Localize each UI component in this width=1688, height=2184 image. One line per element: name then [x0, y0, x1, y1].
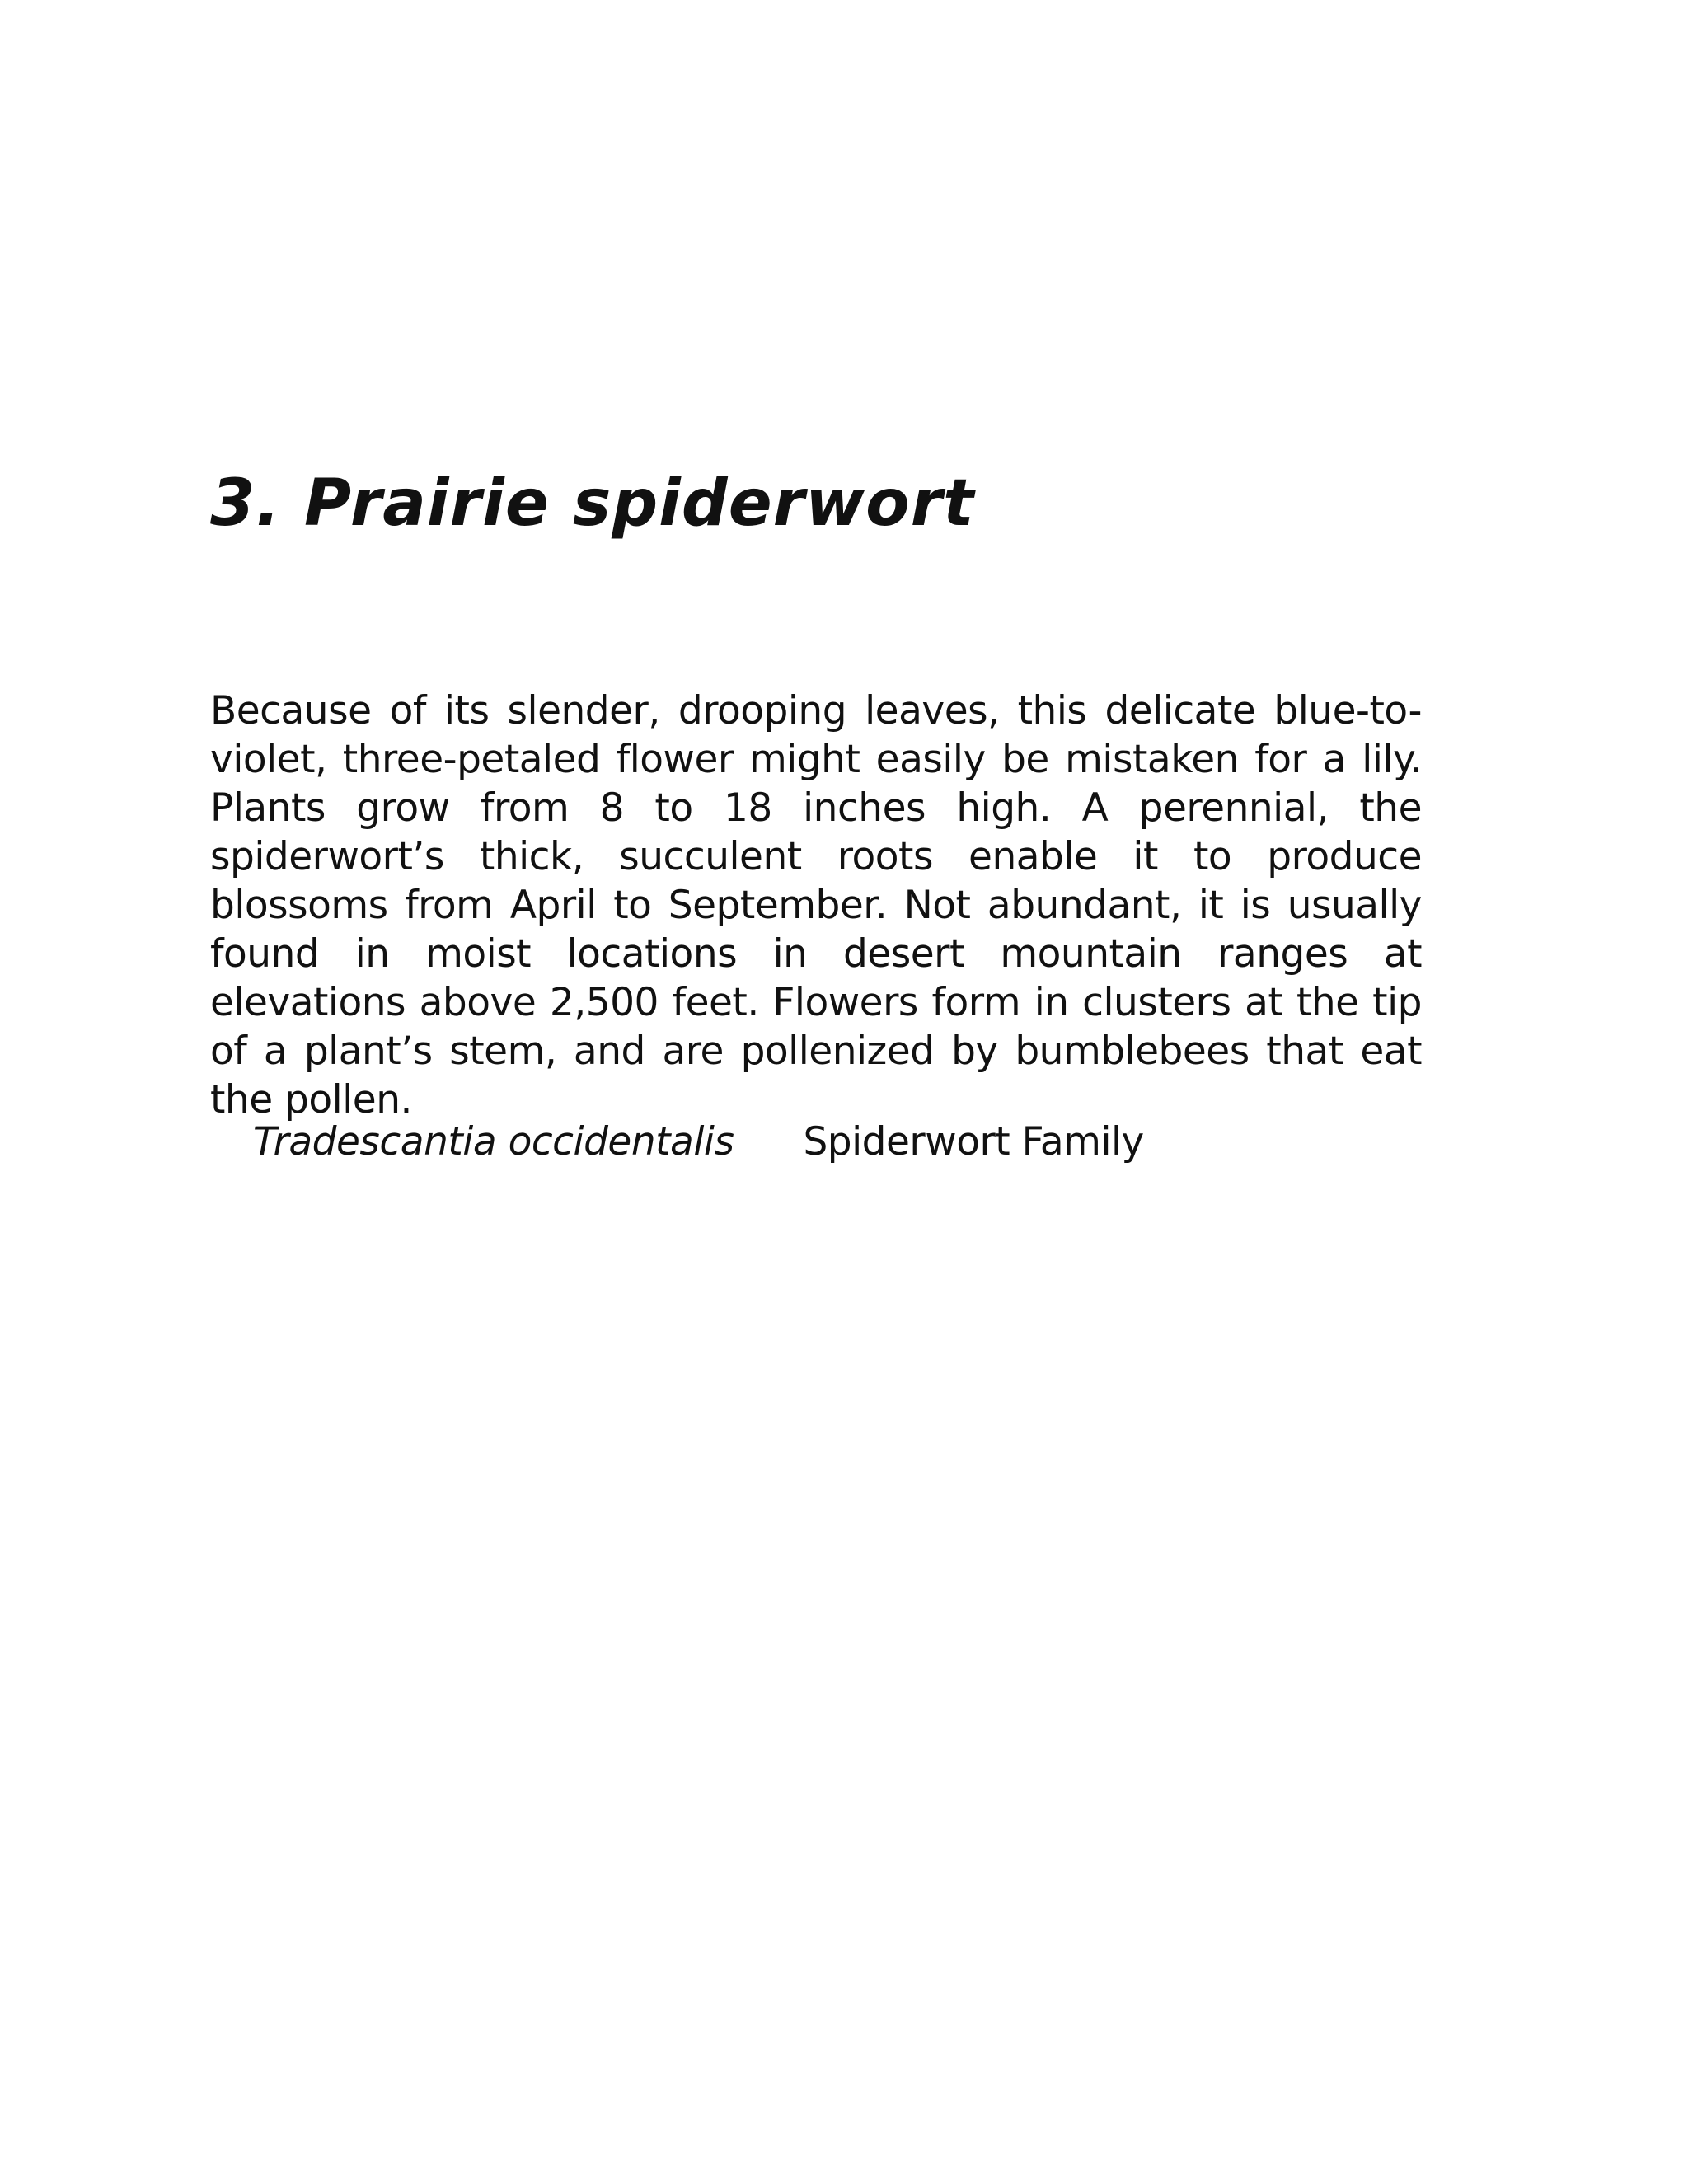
scientific-name: Tradescantia occidentalis: [253, 1119, 734, 1165]
species-info: [253, 1118, 1489, 1166]
description-paragraph: Because of its slender, drooping leaves, this delicate blue-to-violet, three-petaled flower might easily be mistaken for a lily. Plants grow from 8 to 18 inches high. A perennial, the spiderwort’s thick, succulent roots enable it to produce blossoms from April to September. Not abundant, it is usually found in moist locations in desert mountain ranges at elevations above 2,500 feet. Flowers form in clusters at the tip of a plant’s stem, and are pollenized by bumblebees that eat the pollen.: [210, 688, 1422, 1122]
page-title: 3. Prairie spiderwort: [210, 466, 975, 541]
family-name: Spiderwort Family: [803, 1119, 1144, 1165]
